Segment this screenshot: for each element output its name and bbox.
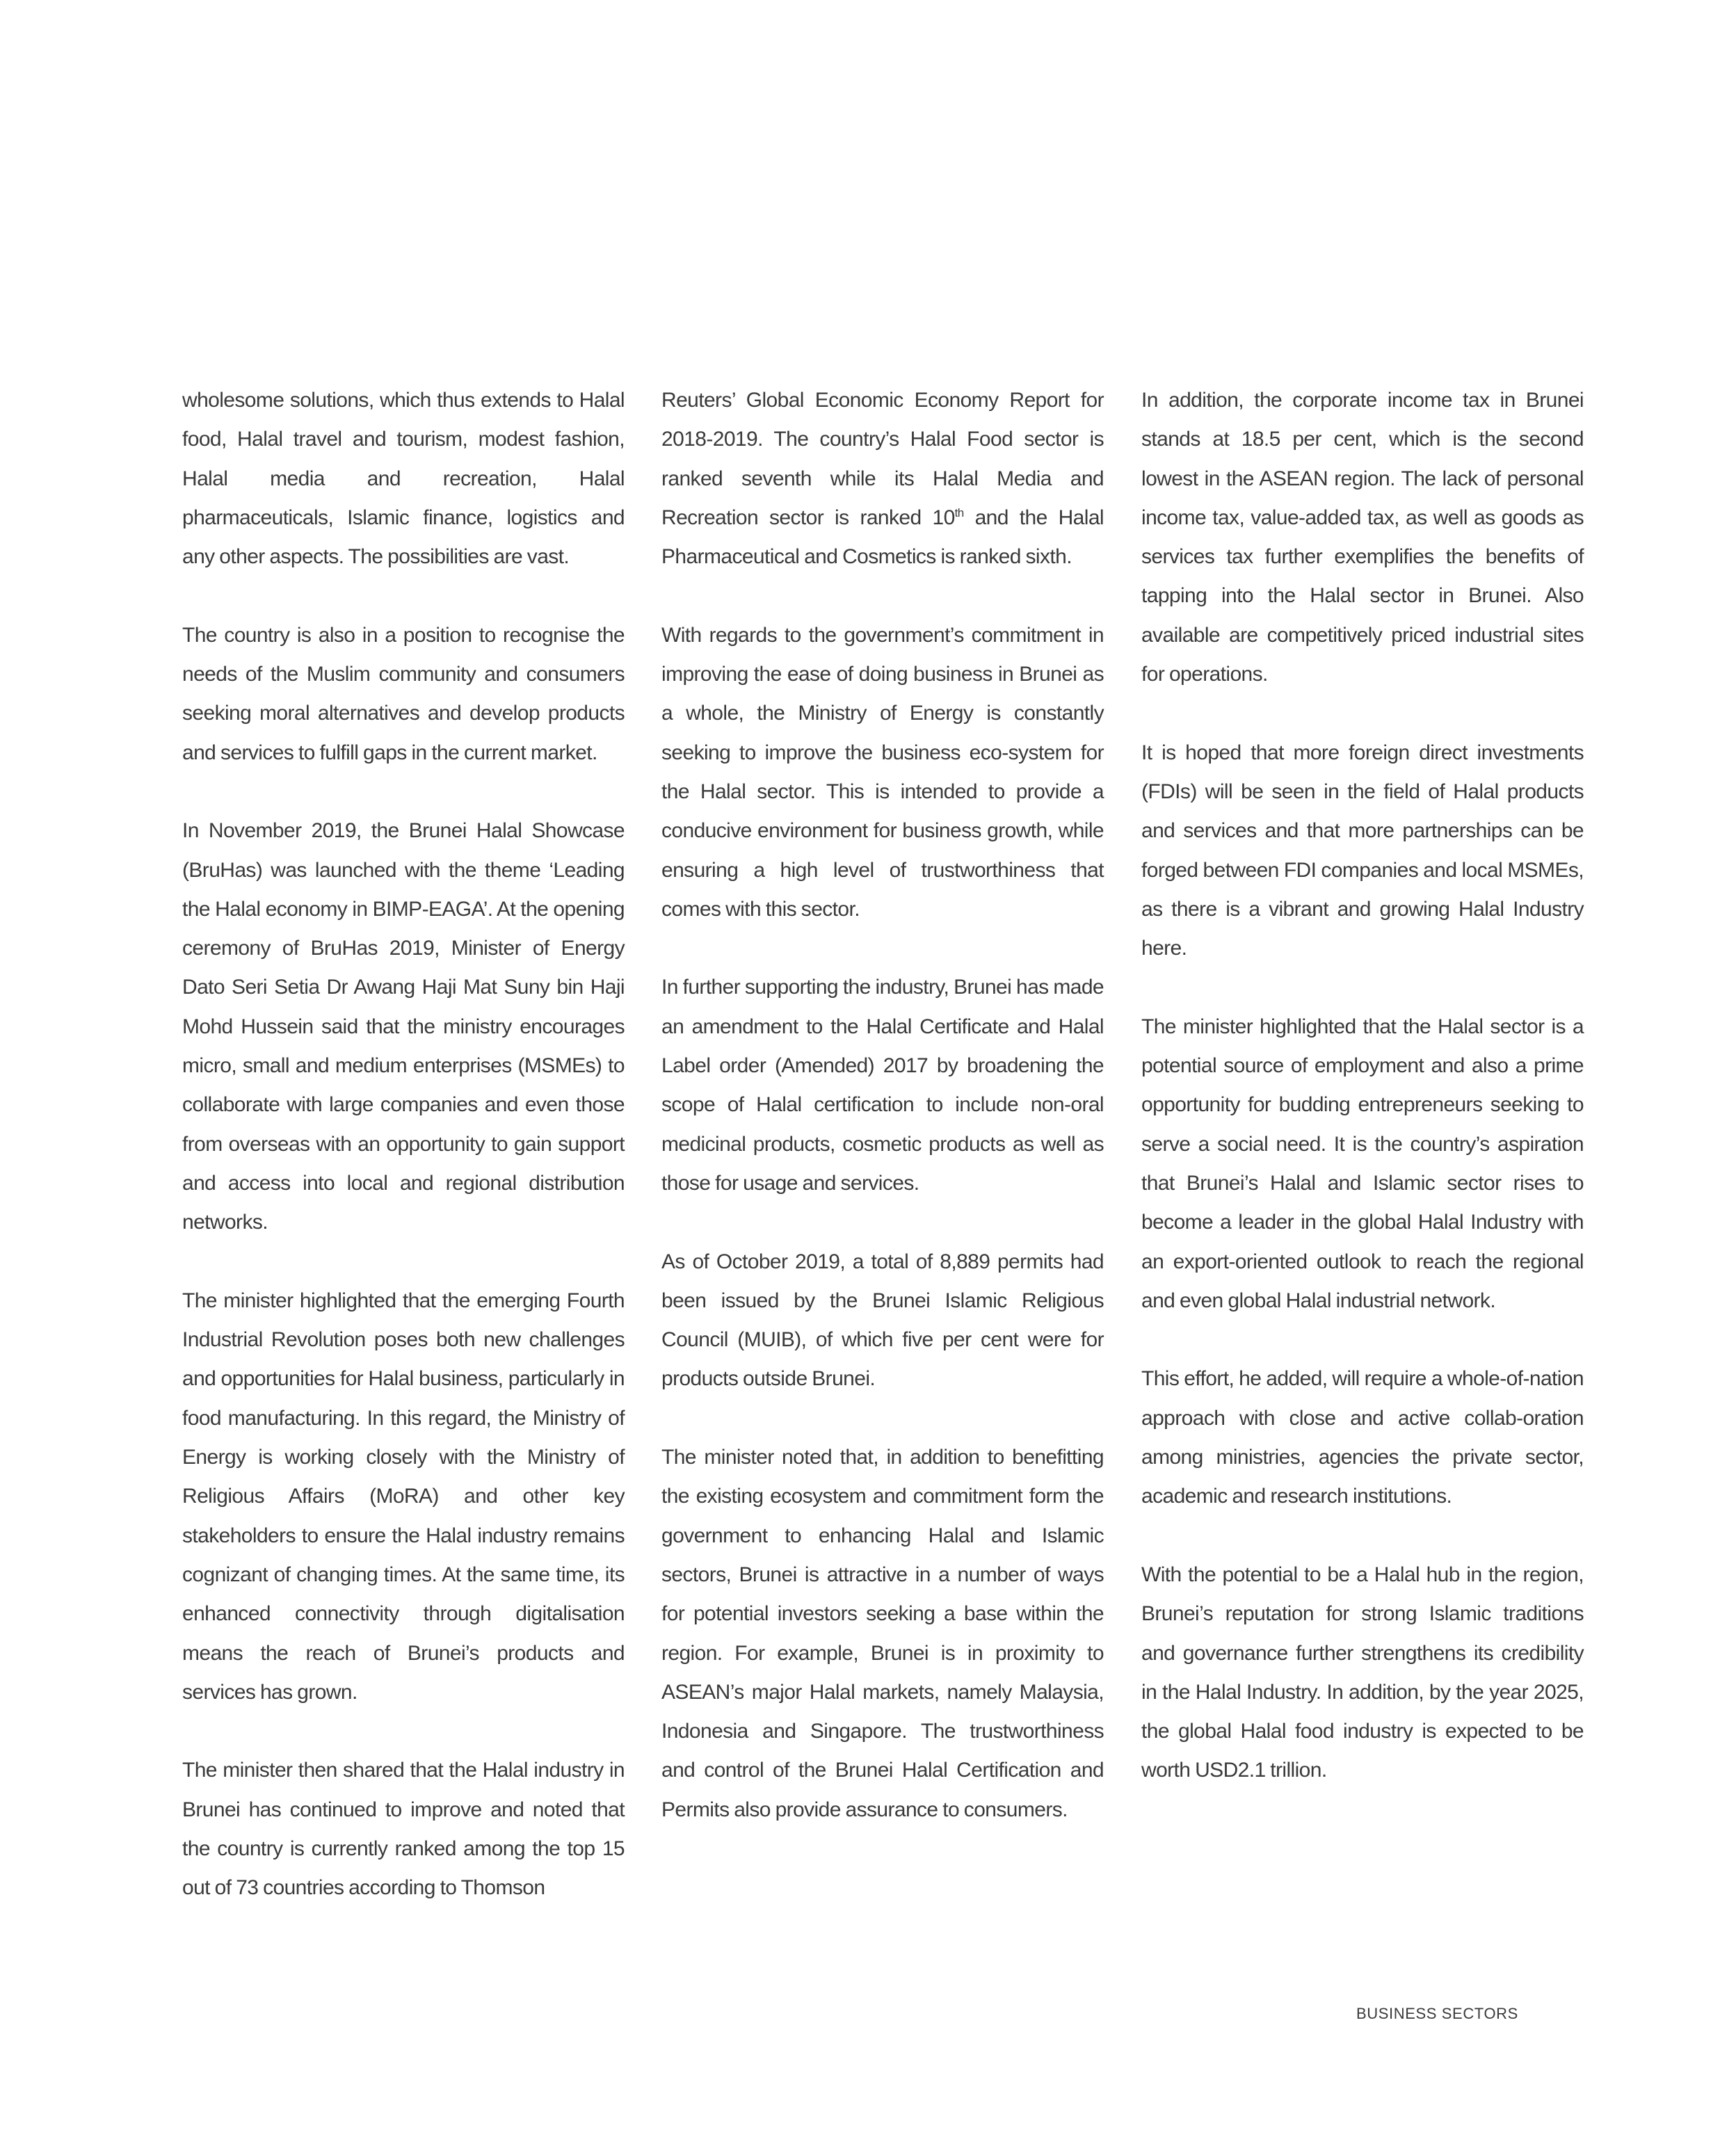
- paragraph: The minister then shared that the Halal industry in Brunei has continued to improve and noted that the country is currently ranked among the top 15 out of 73 countries according to Thomson: [182, 1759, 625, 1900]
- ordinal-suffix: th: [954, 506, 964, 519]
- paragraph: The minister highlighted that the Halal sector is a potential source of employment and also a prime opportunity for budding entrepreneurs seeking to serve a social need. It is the country’s aspiration that Brunei’s Halal and Islamic sector rises to become a leader in the global Halal Industry with an export-oriented outlook to reach the regional and even global Halal industrial network.: [1141, 1015, 1584, 1312]
- text-column-1: [182, 381, 625, 1908]
- paragraph-text: Reuters’ Global Economic Economy Report for 2018-2019. The country’s Halal Food sector is ranked seventh while its Halal Media and Recreation sector is ranked 10: [661, 389, 1104, 529]
- paragraph: With the potential to be a Halal hub in the region, Brunei’s reputation for strong Islamic traditions and governance further strengthens its credibility in the Halal Industry. In addition, by the year 2025, the global Halal food industry is expected to be worth USD2.1 trillion.: [1141, 1563, 1584, 1782]
- paragraph: With regards to the government’s commitment in improving the ease of doing business in Brunei as a whole, the Ministry of Energy is constantly seeking to improve the business eco-system for the Halal sector. This is intended to provide a conducive environment for business growth, while ensuring a high level of trustworthiness that comes with this sector.: [661, 623, 1104, 921]
- text-column-2: [661, 381, 1104, 1830]
- paragraph: The country is also in a position to recognise the needs of the Muslim community and consumers seeking moral alternatives and develop products and services to fulfill gaps in the current market.: [182, 623, 625, 764]
- paragraph: In further supporting the industry, Brunei has made an amendment to the Halal Certificate and Halal Label order (Amended) 2017 by broadening the scope of Halal certification to include non-oral medicinal products, cosmetic products as well as those for usage and services.: [661, 976, 1104, 1195]
- paragraph: wholesome solutions, which thus extends to Halal food, Halal travel and tourism, modest fashion, Halal media and recreation, Halal pharmaceuticals, Islamic finance, logistics and any other aspects. The possibilities are vast.: [182, 389, 625, 569]
- paragraph: It is hoped that more foreign direct investments (FDIs) will be seen in the field of Halal products and services and that more partnerships can be forged between FDI companies and local MSMEs, as there is a vibrant and growing Halal Industry here.: [1141, 741, 1584, 960]
- paragraph-ranking: [661, 381, 1104, 576]
- paragraph: The minister highlighted that the emerging Fourth Industrial Revolution poses both new challenges and opportunities for Halal business, particularly in food manufacturing. In this regard, the Ministry of Energy is working closely with the Ministry of Religious Affairs (MoRA) and other key stakeholders to ensure the Halal industry remains cognizant of changing times. At the same time, its enhanced connectivity through digitalisation means the reach of Brunei’s products and services has grown.: [182, 1289, 625, 1704]
- paragraph-text: and the Halal Pharmaceutical and Cosmetics is ranked sixth.: [661, 506, 1104, 569]
- paragraph: In November 2019, the Brunei Halal Showcase (BruHas) was launched with the theme ‘Leading the Halal economy in BIMP-EAGA’. At the opening ceremony of BruHas 2019, Minister of Energy Dato Seri Setia Dr Awang Haji Mat Suny bin Haji Mohd Hussein said that the ministry encourages micro, small and medium enterprises (MSMEs) to collaborate with large companies and even those from overseas with an opportunity to gain support and access into local and regional distribution networks.: [182, 819, 625, 1234]
- paragraph: This effort, he added, will require a whole-of-nation approach with close and active collab-oration among ministries, agencies the private sector, academic and research institutions.: [1141, 1367, 1584, 1508]
- paragraph: As of October 2019, a total of 8,889 permits had been issued by the Brunei Islamic Religious Council (MUIB), of which five per cent were for products outside Brunei.: [661, 1250, 1104, 1391]
- text-column-3: [1141, 381, 1584, 1791]
- paragraph: The minister noted that, in addition to benefitting the existing ecosystem and commitment form the government to enhancing Halal and Islamic sectors, Brunei is attractive in a number of ways for potential investors seeking a base within the region. For example, Brunei is in proximity to ASEAN’s major Halal markets, namely Malaysia, Indonesia and Singapore. The trustworthiness and control of the Brunei Halal Certification and Permits also provide assurance to consumers.: [661, 1446, 1104, 1821]
- paragraph: In addition, the corporate income tax in Brunei stands at 18.5 per cent, which is the second lowest in the ASEAN region. The lack of personal income tax, value-added tax, as well as goods as services tax further exemplifies the benefits of tapping into the Halal sector in Brunei. Also available are competitively priced industrial sites for operations.: [1141, 389, 1584, 686]
- footer-section-label: BUSINESS SECTORS: [1356, 2005, 1518, 2022]
